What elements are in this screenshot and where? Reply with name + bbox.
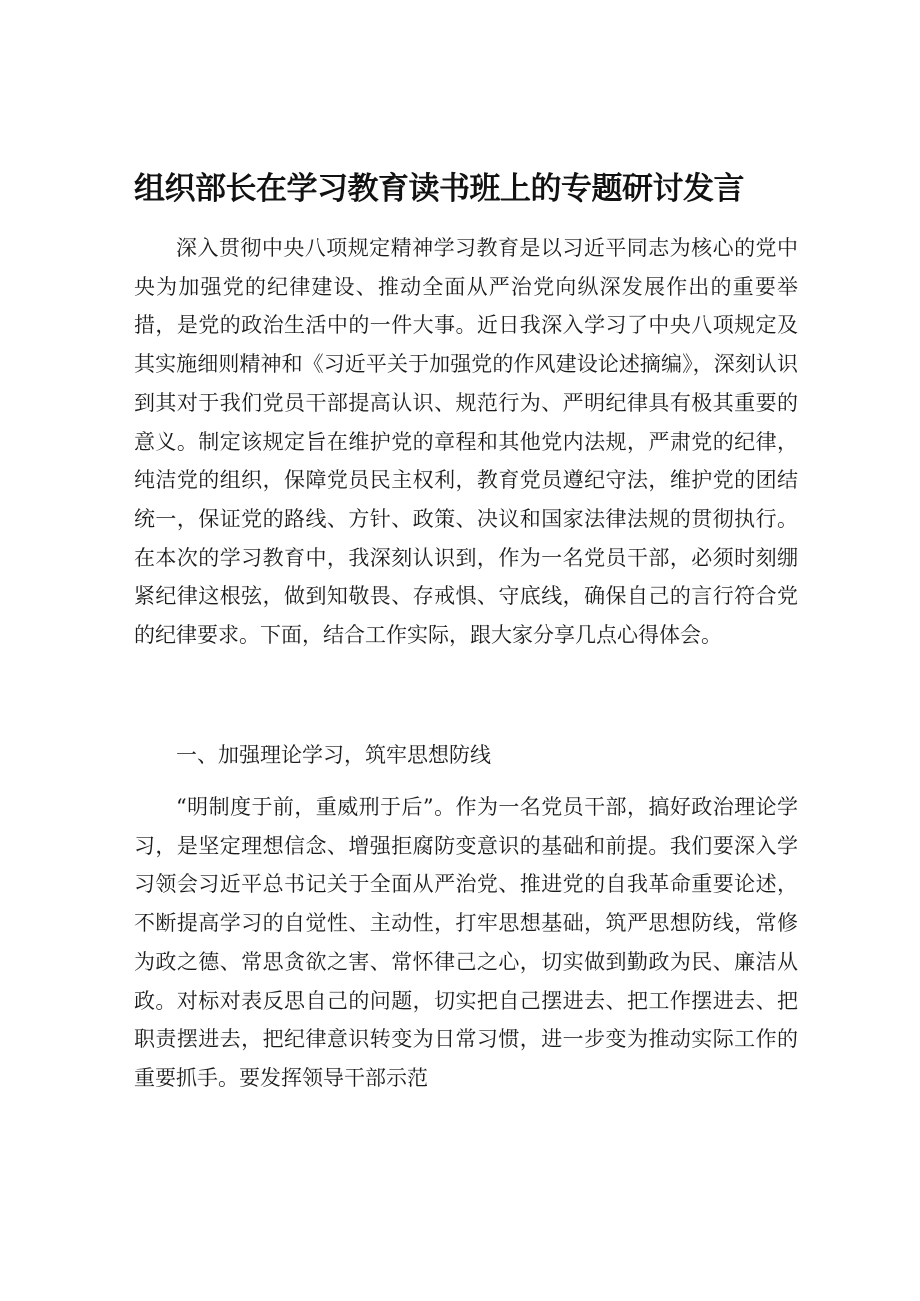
section-heading-1: 一、加强理论学习，筑牢思想防线 [176, 743, 491, 767]
document-title: 组织部长在学习教育读书班上的专题研讨发言 [134, 171, 744, 207]
intro-paragraph: 深入贯彻中央八项规定精神学习教育是以习近平同志为核心的党中央为加强党的纪律建设、推动全面从严治党向纵深发展作出的重要举措，是党的政治生活中的一件大事。近日我深入学习了中央八项规定及其实施细则精神和《习近平关于加强党的作风建设论述摘编》，深刻认识到其对于我们党员干部提高认识、规范行为、严明纪律具有极其重要的意义。制定该规定旨在维护党的章程和其他党内法规，严肃党的纪律，纯洁党的组织，保障党员民主权利，教育党员遵纪守法，维护党的团结统一，保证党的路线、方针、政策、决议和国家法律法规的贯彻执行。在本次的学习教育中，我深刻认识到，作为一名党员干部，必须时刻绷紧纪律这根弦，做到知敬畏、存戒惧、守底线，确保自己的言行符合党的纪律要求。下面，结合工作实际，跟大家分享几点心得体会。 [134, 236, 798, 648]
section-1-paragraph: “明制度于前，重威刑于后”。作为一名党员干部，搞好政治理论学习，是坚定理想信念、增强拒腐防变意识的基础和前提。我们要深入学习领会习近平总书记关于全面从严治党、推进党的自我革命重要论述，不断提高学习的自觉性、主动性，打牢思想基础，筑严思想防线，常修为政之德、常思贪欲之害、常怀律己之心，切实做到勤政为民、廉洁从政。对标对表反思自己的问题，切实把自己摆进去、把工作摆进去、把职责摆进去，把纪律意识转变为日常习惯，进一步变为推动实际工作的重要抓手。要发挥领导干部示范 [134, 795, 798, 1090]
